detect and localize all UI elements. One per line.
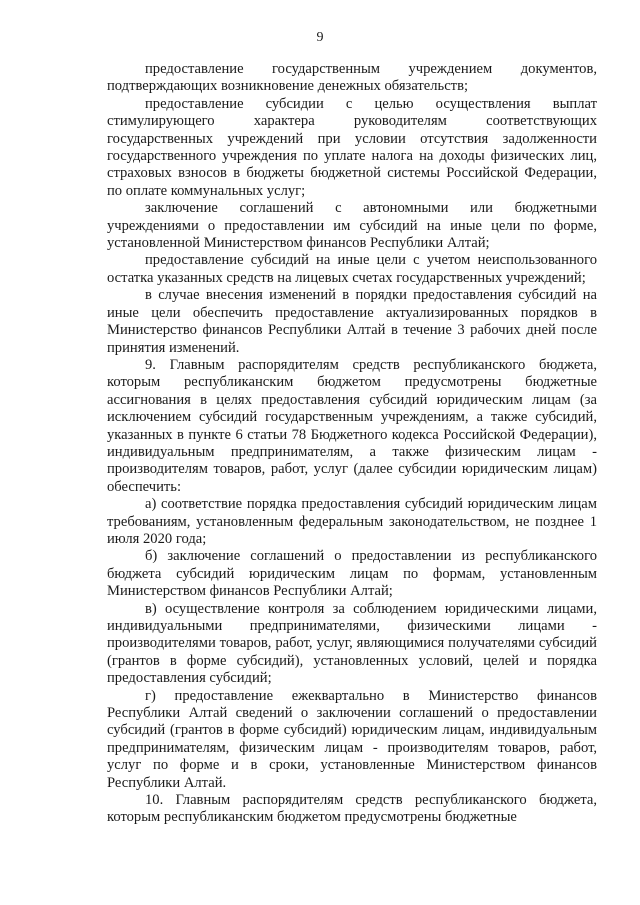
page-number: 9 (316, 30, 324, 45)
paragraph-item-9b: б) заключение соглашений о предоставлении из республиканского бюджета субсидий юридическим лицам по формам, установленным Министерством финансов Республики Алтай; (107, 548, 597, 600)
paragraph-documents-confirmation: предоставление государственным учреждением документов, подтверждающих возникновение денежных обязательств; (107, 61, 597, 95)
document-body (107, 61, 597, 827)
paragraph-stimulating-payments: предоставление субсидии с целью осуществления выплат стимулирующего характера руководителям соответствующих государственных учреждений при условии отсутствия задолженности государственного учреждения по уплате налога на доходы физических лиц, страховых взносов в бюджеты бюджетной системы Российской Федерации, по оплате коммунальных услуг; (107, 95, 597, 199)
paragraph-item-9a: а) соответствие порядка предоставления субсидий юридическим лицам требованиям, установленным федеральным законодательством, не позднее 1 июля 2020 года; (107, 496, 597, 547)
paragraph-item-9v: в) осуществление контроля за соблюдением юридическими лицами, индивидуальными предпринимателями, физическими лицами - производителями товаров, работ, услуг, являющимися получателями субсидий (грантов в форме субсидий), установленных условий, целей и порядка предоставления субсидий; (107, 600, 597, 687)
paragraph-agreements-institutions: заключение соглашений с автономными или бюджетными учреждениями о предоставлении им субсидий на иные цели по форме, установленной Министерством финансов Республики Алтай; (107, 200, 597, 252)
paragraph-order-changes: в случае внесения изменений в порядки предоставления субсидий на иные цели обеспечить предоставление актуализированных порядков в Министерство финансов Республики Алтай в течение 3 рабочих дней после принятия изменений. (107, 287, 597, 356)
paragraph-item-10: 10. Главным распорядителям средств республиканского бюджета, которым республиканским бюджетом предусмотрены бюджетные (107, 792, 597, 826)
paragraph-item-9g: г) предоставление ежеквартально в Министерство финансов Республики Алтай сведений о заключении соглашений о предоставлении субсидий (грантов в форме субсидий) юридическим лицам, индивидуальным предпринимателям, физическим лицам - производителям товаров, работ, услуг по форме и в сроки, установленные Министерством финансов Республики Алтай. (107, 687, 597, 791)
paragraph-item-9: 9. Главным распорядителям средств республиканского бюджета, которым республиканским бюджетом предусмотрены бюджетные ассигнования в целях предоставления субсидий юридическим лицам (за исключением субсидий государственным учреждениям, а также субсидий, указанных в пункте 6 статьи 78 Бюджетного кодекса Российской Федерации), индивидуальным предпринимателям, а также физическим лицам - производителям товаров, работ, услуг (далее субсидии юридическим лицам) обеспечить: (107, 356, 597, 495)
paragraph-unused-balance: предоставление субсидий на иные цели с учетом неиспользованного остатка указанных средств на лицевых счетах государственных учреждений; (107, 252, 597, 286)
